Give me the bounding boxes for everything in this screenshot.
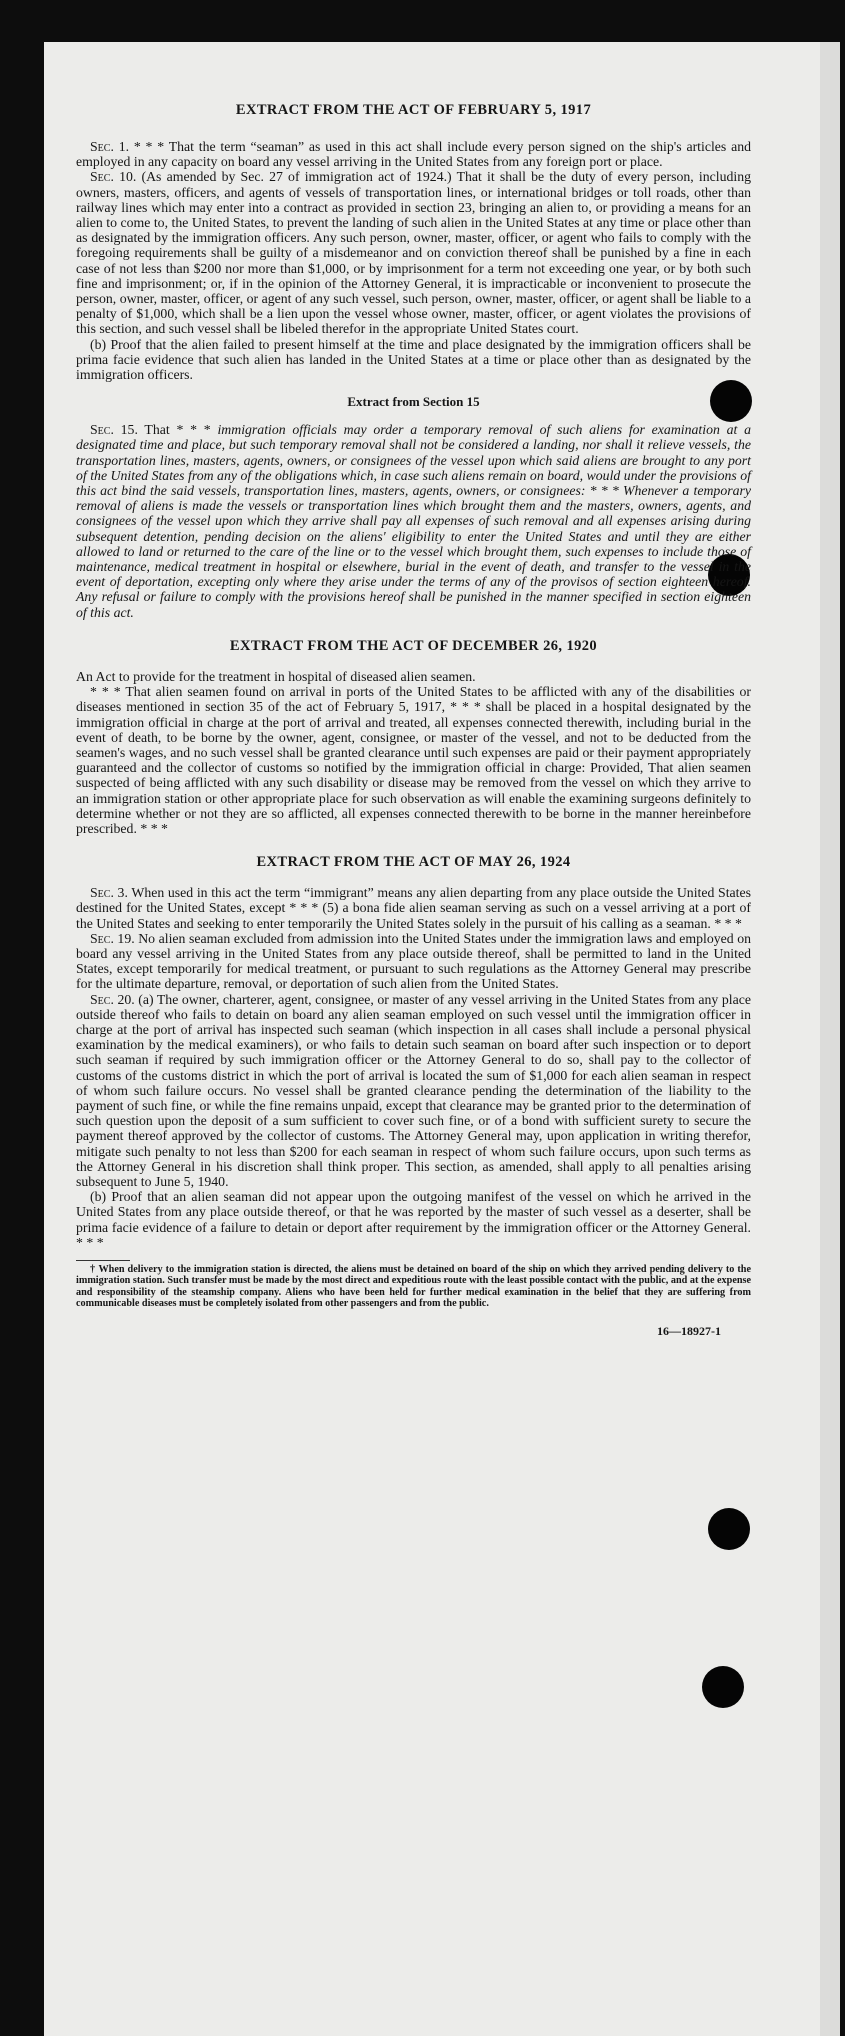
section-3: [76, 885, 751, 931]
heading-act-1920: EXTRACT FROM THE ACT OF DECEMBER 26, 1920: [229, 637, 598, 654]
act-1920-intro: An Act to provide for the treatment in hospital of diseased alien seamen.: [76, 668, 476, 684]
section-text: When used in this act the term “immigrant” means any alien departing from any place outside the United States destined for the United States, except * * * (5) a bona fide alien seaman serving as such on a vessel arriving at a port of the United States and seeking to enter temporarily the United States solely in the pursuit of his calling as a seaman. * * *: [76, 885, 751, 931]
page-edge-shadow: [820, 42, 840, 2036]
section-20: [76, 992, 751, 1190]
section-1: [76, 139, 751, 169]
section-label: Sec. 19.: [90, 930, 135, 946]
section-10: [76, 169, 751, 336]
section-text: immigration officials may order a temporary removal of such aliens for examination at a designated time and place, but such temporary removal shall not be considered a landing, nor shall it relieve vessels, the transportation lines, masters, agents, owners, or consignees of the vessel upon which said aliens are brought to any port of the United States from any of the obligations which, in case such aliens remain on board, would under the provisions of this act bind the said vessels, transportation lines, masters, agents, owners, or consignees: * * * Whenever a temporary removal of aliens is made the vessels or transportation lines which brought them and the masters, owners, agents, and consignees of the vessel upon which they arrive shall pay all expenses of such removal and all expenses arising during subsequent detention, pending decision on the aliens' eligibility to enter the United States and until they are either allowed to land or returned to the care of the line or to the vessel which brought them, such expenses to include those of maintenance, medical treatment in hospital or elsewhere, burial in the event of death, and transfer to the vessel in the event of deportation, excepting only where they arise under the terms of any of the provisos of section eighteen hereof. Any refusal or failure to comply with the provisions hereof shall be punished in the manner specified in section eighteen of this act.: [76, 422, 752, 620]
section-19: [76, 931, 751, 992]
section-label: Sec. 3.: [90, 885, 128, 901]
heading-act-1924: EXTRACT FROM THE ACT OF MAY 26, 1924: [256, 854, 571, 871]
footnote: † When delivery to the immigration station is directed, the aliens must be detained on board of the ship on which they arrived pending delivery to the immigration station. Such transfer must be made by the most direct and expeditious route with the least possible contact with the public, and at the expense and responsibility of the steamship company. Aliens who have been held for further medical examination in the belief that they are suffering from communicable diseases must be completely isolated from other passengers and from the public.: [76, 1264, 751, 1310]
footnote-block: [76, 1260, 751, 1310]
section-text: (a) The owner, charterer, agent, consignee, or master of any vessel arriving in the United States from any place outside thereof who fails to detain on board any alien seaman employed on such vessel until the immigration officer in charge at the port of arrival has inspected such seaman (which inspection in all cases shall include a personal physical examination by the medical examiners), or who fails to detain such seaman on board after such inspection or to deport such seaman if required by such immigration officer or the Attorney General to do so, shall pay to the collector of customs of the customs district in which the port of arrival is located the sum of $1,000 for each alien seaman in respect of whom such failure occurs. No vessel shall be granted clearance pending the determination of the liability to the payment of such fine, or while the fine remains unpaid, except that clearance may be granted prior to the determination of such question upon the deposit of a sum sufficient to cover such fine, or of a bond with sufficient surety to secure the payment thereof approved by the collector of customs. The Attorney General may, upon application in writing therefor, mitigate such penalty to not less than $200 for each seaman in respect of whom such failure occurs, upon such terms as the Attorney General in his discretion shall think proper. This section, as amended, shall apply to all penalties arising subsequent to June 5, 1940.: [76, 991, 751, 1189]
section-lead: That * * *: [144, 422, 211, 438]
footnote-rule: [76, 1260, 130, 1261]
section-10b: (b) Proof that the alien failed to present himself at the time and place designated by the immigration officers shall be prima facie evidence that such alien has landed in the United States at a time or place other than as designated by the immigration officers.: [76, 336, 751, 383]
heading-section-15: Extract from Section 15: [347, 394, 480, 410]
section-label: Sec. 1.: [90, 139, 130, 154]
section-text: No alien seaman excluded from admission into the United States under the immigration laws and employed on board any vessel arriving in the United States from any place outside thereof, shall be permitted to land in the United States, except temporarily for medical treatment, or pursuant to such regulations as the Attorney General may prescribe for the ultimate departure, removal, or deportation of such alien from the United States.: [76, 930, 751, 992]
section-text: (As amended by Sec. 27 of immigration act of 1924.) That it shall be the duty of every person, including owners, masters, officers, and agents of vessels of transportation lines, or international bridges or toll roads, other than railway lines which may enter into a contract as provided in section 23, bringing an alien to, or providing a means for an alien to come to, the United States, to prevent the landing of such alien in the United States at any time or place other than as designated by the immigration officers. Any such person, owner, master, officer, or agent who fails to comply with the foregoing requirements shall be guilty of a misdemeanor and on conviction thereof shall be punished by a fine in each case of not less than $200 nor more than $1,000, or by imprisonment for a term not exceeding one year, or by both such fine and imprisonment; or, if in the opinion of the Attorney General, it is impracticable or inconvenient to prosecute the person, owner, master, officer, or agent of any such vessel, such person, owner, master, officer, or agent shall be liable to a penalty of $1,000, which shall be a lien upon the vessel whose owner, master, officer, or agent violates the provisions of this section, and such vessel shall be libeled therefor in the appropriate United States court.: [76, 169, 751, 337]
form-code: 16—18927-1: [657, 1323, 721, 1338]
section-label: Sec. 15.: [90, 422, 138, 438]
act-1920-text: * * * That alien seamen found on arrival in ports of the United States to be afflicted with any of the disabilities or diseases mentioned in section 35 of the act of February 5, 1917, * * * shall be placed in a hospital designated by the immigration official in charge at the port of arrival and treated, all expenses connected therewith, including burial in the event of death, to be borne by the owner, agent, consignee, or master of the vessel, and not to be deducted from the seamen's wages, and no such vessel shall be granted clearance until such expenses are paid or their payment appropriately guaranteed and the collector of customs so notified by the immigration official in charge: Provided, That alien seamen suspected of being afflicted with any such disability or disease may be removed from the vessel on which they arrive to an immigration station or other appropriate place for such observation as will enable the examining surgeons definitely to determine whether or not they are so afflicted, all expenses connected therewith to be borne in the manner hereinbefore prescribed. * * *: [76, 684, 751, 836]
section-15: [76, 422, 751, 620]
section-text: * * * That the term “seaman” as used in this act shall include every person signed on the ship's articles and employed in any capacity on board any vessel arriving in the United States from any foreign port or place.: [76, 139, 751, 170]
heading-act-1917: EXTRACT FROM THE ACT OF FEBRUARY 5, 1917: [235, 102, 592, 118]
binder-hole: [702, 1666, 744, 1708]
section-label: Sec. 20.: [90, 991, 135, 1007]
binder-hole: [708, 1508, 750, 1550]
section-20b: (b) Proof that an alien seaman did not appear upon the outgoing manifest of the vessel on which he arrived in the United States from any place outside thereof, or that he was reported by the master of such vessel as a deserter, shall be prima facie evidence of a failure to detain or deport after requirement by the immigration officer or the Attorney General. * * *: [76, 1189, 751, 1250]
document-body: [76, 102, 751, 1339]
section-label: Sec. 10.: [90, 169, 137, 185]
